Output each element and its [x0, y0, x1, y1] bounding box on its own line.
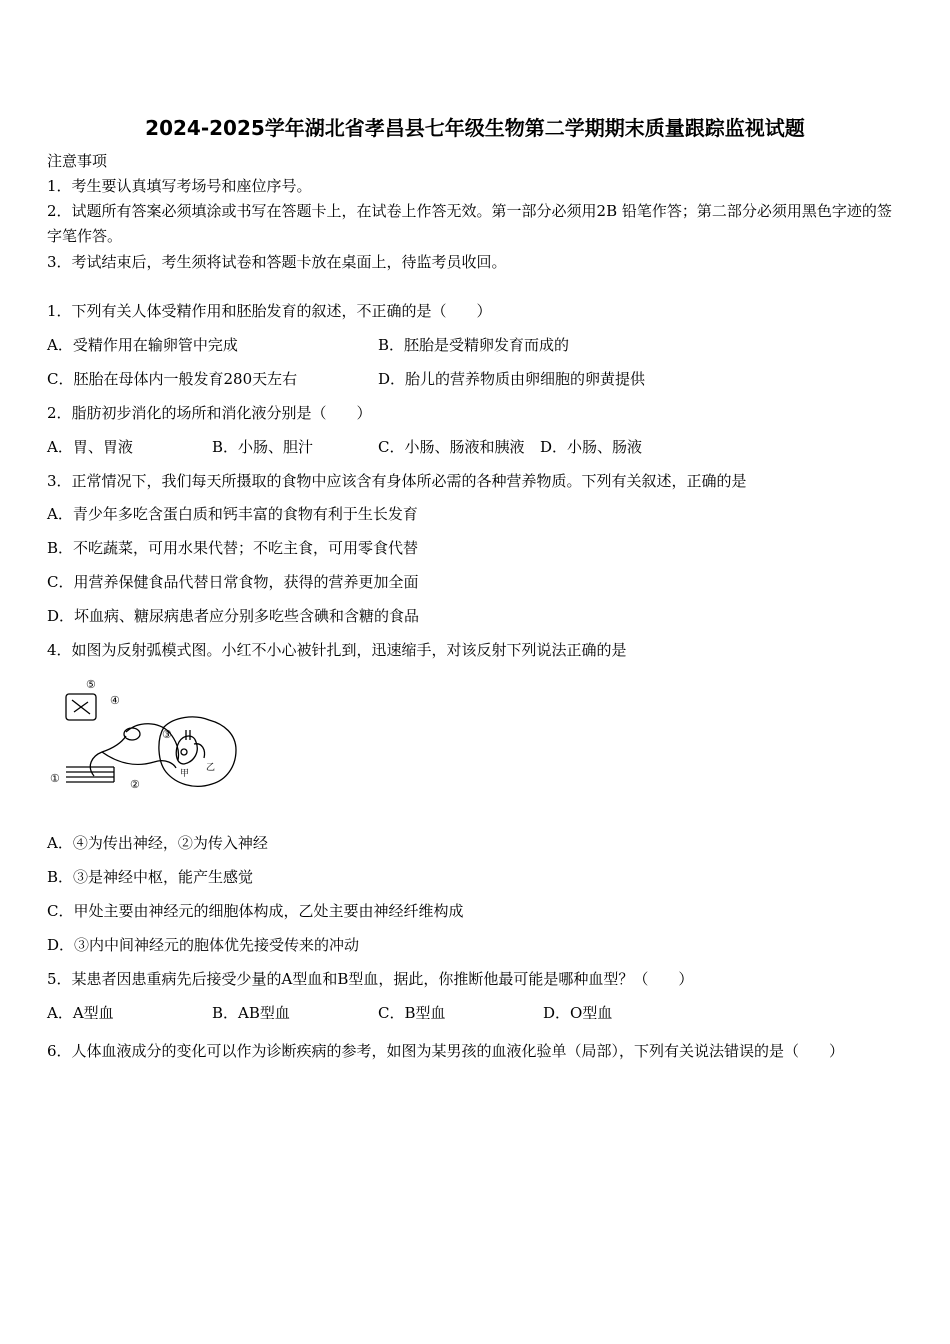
q5-option-d: D．O型血: [543, 1004, 613, 1022]
q5-option-b: B．AB型血: [212, 1004, 290, 1022]
figure-label: 乙: [206, 763, 216, 773]
question-4-stem: 4．如图为反射弧模式图。小红不小心被针扎到，迅速缩手，对该反射下列说法正确的是: [47, 641, 627, 659]
q1-option-a: A．受精作用在输卵管中完成: [47, 336, 238, 354]
q4-option-b: B．③是神经中枢，能产生感觉: [47, 868, 254, 886]
reflex-arc-figure: [44, 672, 244, 802]
notice-heading: 注意事项: [47, 152, 108, 170]
q4-option-c: C．甲处主要由神经元的细胞体构成，乙处主要由神经纤维构成: [47, 902, 464, 920]
question-3-stem: 3．正常情况下，我们每天所摄取的食物中应该含有身体所必需的各种营养物质。下列有关叙述，正确的是: [47, 472, 747, 490]
q3-option-c: C．用营养保健食品代替日常食物，获得的营养更加全面: [47, 573, 419, 591]
q3-option-b: B．不吃蔬菜，可用水果代替；不吃主食，可用零食代替: [47, 539, 419, 557]
q3-option-d: D．坏血病、糖尿病患者应分别多吃些含碘和含糖的食品: [47, 607, 420, 625]
figure-label: ①: [50, 772, 60, 785]
q4-option-d: D．③内中间神经元的胞体优先接受传来的冲动: [47, 936, 360, 954]
figure-label: ④: [110, 694, 120, 707]
notice-item: 2．试题所有答案必须填涂或书写在答题卡上，在试卷上作答无效。第一部分必须用2B 铅笔作答；第二部分必须用黑色字迹的签字笔作答。: [47, 202, 892, 245]
q4-option-a: A．④为传出神经，②为传入神经: [47, 834, 268, 852]
figure-label: 甲: [180, 769, 190, 779]
question-1-stem: 1．下列有关人体受精作用和胚胎发育的叙述，不正确的是（ ）: [47, 302, 492, 320]
notice-item: 3．考试结束后，考生须将试卷和答题卡放在桌面上，待监考员收回。: [47, 253, 507, 271]
q5-option-a: A．A型血: [47, 1004, 114, 1022]
notice-item: 1．考生要认真填写考场号和座位序号。: [47, 177, 312, 195]
q2-option-b: B．小肠、胆汁: [212, 438, 314, 456]
question-6-stem: 6．人体血液成分的变化可以作为诊断疾病的参考，如图为某男孩的血液化验单（局部），下列有关说法错误的是（ ）: [47, 1042, 845, 1060]
q1-option-b: B．胚胎是受精卵发育而成的: [378, 336, 570, 354]
q2-option-c: C．小肠、肠液和胰液: [378, 438, 525, 456]
figure-label: ⑤: [86, 678, 96, 691]
q1-option-c: C．胚胎在母体内一般发育280天左右: [47, 370, 298, 388]
q5-option-c: C．B型血: [378, 1004, 446, 1022]
question-2-stem: 2．脂肪初步消化的场所和消化液分别是（ ）: [47, 404, 372, 422]
figure-label: ③: [162, 728, 172, 741]
q2-option-a: A．胃、胃液: [47, 438, 133, 456]
q1-option-d: D．胎儿的营养物质由卵细胞的卵黄提供: [378, 370, 646, 388]
question-5-stem: 5．某患者因患重病先后接受少量的A型血和B型血，据此，你推断他最可能是哪种血型？（ ）: [47, 970, 694, 988]
q3-option-a: A．青少年多吃含蛋白质和钙丰富的食物有利于生长发育: [47, 505, 418, 523]
page-title: 2024-2025学年湖北省孝昌县七年级生物第二学期期末质量跟踪监视试题: [145, 116, 805, 140]
q2-option-d: D．小肠、肠液: [540, 438, 643, 456]
figure-label: ②: [130, 778, 140, 791]
